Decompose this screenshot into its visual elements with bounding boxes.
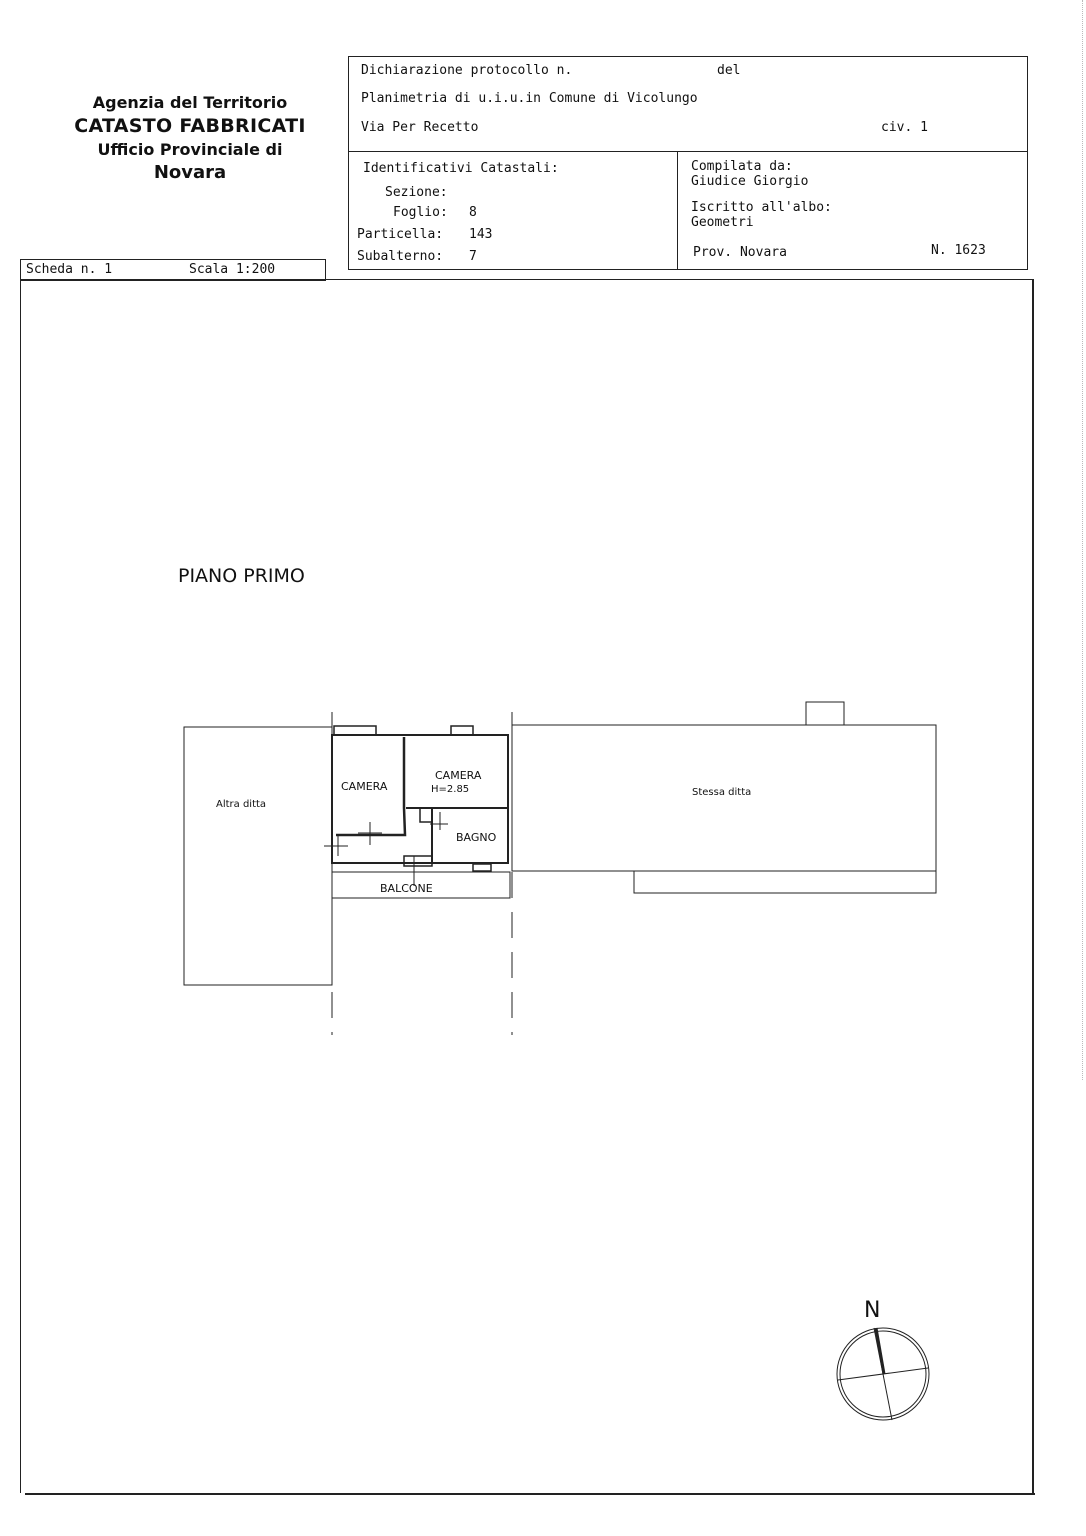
room-label-balcone: BALCONE: [380, 882, 433, 895]
particella-label: Particella:: [357, 227, 444, 242]
civ-text: civ. 1: [881, 120, 928, 135]
plan-title: PIANO PRIMO: [178, 565, 305, 587]
iscritto-label: Iscritto all'albo:: [691, 200, 832, 215]
room-label-bagno: BAGNO: [456, 831, 497, 844]
stessa-ditta-block: [512, 725, 936, 871]
dichiarazione-label: Dichiarazione protocollo n.: [361, 63, 573, 78]
north-arrow: [837, 1328, 929, 1420]
compilata-value: Giudice Giorgio: [691, 174, 809, 189]
prov-text: Prov. Novara: [693, 245, 787, 260]
altra-ditta-block: [184, 727, 332, 985]
foglio-label: Foglio:: [393, 205, 448, 220]
label-altra-ditta: Altra ditta: [216, 799, 267, 810]
room-label-camera-1: CAMERA: [341, 780, 388, 793]
province-name: Novara: [153, 161, 227, 183]
subalterno-label: Subalterno:: [357, 249, 444, 264]
numero-text: N. 1623: [931, 243, 986, 258]
sezione-label: Sezione:: [385, 185, 448, 200]
via-text: Via Per Recetto: [361, 120, 479, 135]
north-label: N: [864, 1298, 881, 1323]
room-height-label: H=2.85: [431, 784, 470, 795]
identificativi-label: Identificativi Catastali:: [363, 161, 559, 176]
room-label-camera-2: CAMERA: [435, 769, 482, 782]
subalterno-value: 7: [469, 249, 477, 264]
particella-value: 143: [469, 227, 493, 242]
stessa-ditta-lower: [634, 871, 936, 893]
agency-name: Agenzia del Territorio: [92, 93, 288, 112]
del-label: del: [717, 63, 741, 78]
foglio-value: 8: [469, 205, 477, 220]
scala-label: Scala 1:200: [189, 262, 276, 277]
ufficio-label: Ufficio Provinciale di: [97, 140, 283, 160]
compilata-label: Compilata da:: [691, 159, 793, 174]
chimney: [806, 702, 844, 725]
iscritto-value: Geometri: [691, 215, 754, 230]
planimetria-text: Planimetria di u.i.u.in Comune di Vicolungo: [361, 91, 698, 106]
catasto-title: CATASTO FABBRICATI: [74, 114, 306, 137]
scheda-number: Scheda n. 1: [26, 262, 113, 277]
label-stessa-ditta: Stessa ditta: [692, 787, 752, 798]
